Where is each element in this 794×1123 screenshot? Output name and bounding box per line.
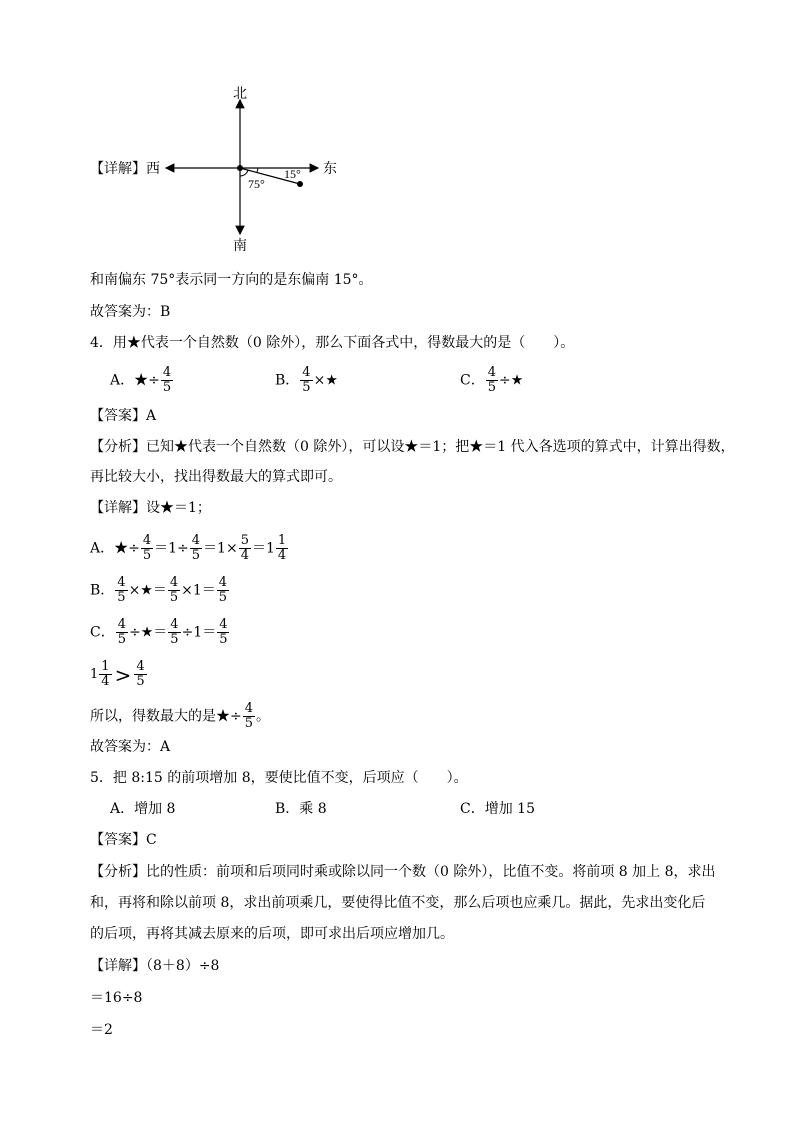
q4-calc-a: A．★÷ $\frac{4}{5}$ ＝1÷ $\frac{4}{5}$ ＝1× $\frac{5}{4}$ ＝1 $\frac{1}{4}$ — [90, 533, 287, 563]
q4-option-c[interactable] — [460, 366, 523, 395]
fraction: $\frac{4}{5}$ — [487, 365, 496, 395]
label-south: 南 — [233, 239, 247, 254]
label-west: 西 — [146, 162, 160, 177]
divide-symbol: ÷ — [148, 372, 160, 389]
label-angle-15: 15° — [284, 167, 301, 181]
star-symbol: ★ — [510, 372, 524, 389]
q4-answer: 故答案为：A — [90, 739, 171, 755]
q4-analysis-line1: 【分析】已知★代表一个自然数（0 除外），可以设★＝1；把★＝1 代入各选项的算式中，计算出得数， — [90, 439, 735, 455]
q5-step2: ＝2 — [90, 1022, 113, 1038]
q5-option-b[interactable]: B．乘 8 — [275, 801, 327, 817]
target-point — [297, 181, 303, 187]
fraction: $\frac{4}{5}$ — [302, 365, 311, 395]
q5-option-c[interactable]: C．增加 15 — [460, 801, 535, 817]
q3-answer: 故答案为：B — [90, 304, 171, 320]
q4-stem: 4．用★代表一个自然数（0 除外），那么下面各式中，得数最大的是（ ）。 — [90, 335, 575, 351]
origin-point — [237, 165, 243, 171]
q5-stem: 5．把 8:15 的前项增加 8，要使比值不变，后项应（ ）。 — [90, 770, 468, 786]
q5-answer-tag: 【答案】C — [90, 832, 157, 848]
multiply-symbol: × — [313, 372, 326, 389]
q4-option-a[interactable] — [110, 366, 174, 395]
q5-analysis-line3: 的后项，再将其减去原来的后项，即可求出后项应增加几。 — [90, 926, 454, 942]
q4-detail-line: 【详解】设★＝1； — [90, 500, 211, 516]
option-a-label: A． — [110, 372, 135, 389]
label-north: 北 — [233, 87, 247, 102]
angle-arc-15 — [257, 168, 258, 172]
label-east: 东 — [323, 162, 337, 177]
option-c-label: C． — [460, 372, 485, 389]
q4-conclusion: 所以，得数最大的是★÷ $\frac{4}{5}$ 。 — [90, 701, 271, 731]
q5-option-a[interactable]: A．增加 8 — [110, 801, 176, 817]
angle-arc-75 — [240, 170, 248, 176]
star-symbol: ★ — [325, 372, 338, 389]
q4-calc-c: C． $\frac{4}{5}$ ÷★＝ $\frac{4}{5}$ ÷1＝ $\frac{4}{5}$ — [90, 617, 228, 647]
q4-calc-b: B． $\frac{4}{5}$ ×★＝ $\frac{4}{5}$ ×1＝ $\frac{4}{5}$ — [90, 575, 228, 605]
q5-step1: ＝16÷8 — [90, 990, 143, 1006]
label-angle-75: 75° — [248, 177, 265, 191]
q3-explanation: 和南偏东 75°表示同一方向的是东偏南 15°。 — [90, 272, 373, 288]
detail-tag: 【详解】 — [90, 162, 146, 177]
q5-analysis-line2: 和，再将和除以前项 8，求出前项乘几，要使得比值不变，那么后项也应乘几。据此，先求出变化后 — [90, 895, 706, 911]
q4-compare: 1 $\frac{1}{4}$ > $\frac{4}{5}$ — [90, 659, 145, 689]
option-b-label: B． — [275, 372, 300, 389]
fraction: $\frac{4}{5}$ — [162, 365, 172, 395]
star-symbol: ★ — [134, 372, 149, 389]
q4-answer-tag: 【答案】A — [90, 408, 157, 424]
compass-diagram — [90, 84, 350, 254]
q4-option-b[interactable] — [275, 366, 338, 395]
q5-analysis-line1: 【分析】比的性质：前项和后项同时乘或除以同一个数（0 除外），比值不变。将前项 8 加上 8，求出 — [90, 864, 716, 880]
divide-symbol: ÷ — [499, 372, 511, 389]
q4-analysis-line2: 再比较大小，找出得数最大的算式即可。 — [90, 469, 342, 485]
q5-detail-line: 【详解】（8＋8）÷8 — [90, 958, 220, 974]
